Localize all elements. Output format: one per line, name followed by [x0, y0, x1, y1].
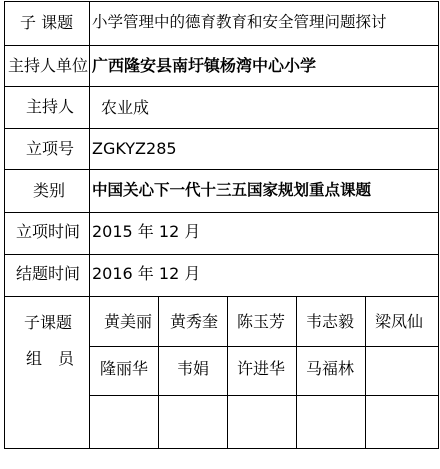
category-value: 中国关心下一代十三五国家规划重点课题 — [92, 181, 372, 199]
end-date-value: 2016 年 12 月 — [92, 264, 201, 283]
table-border-right — [438, 1, 439, 449]
member-column-divider — [227, 296, 228, 449]
project-number-value: ZGKYZ285 — [92, 139, 177, 158]
row-label-category: 类别 — [33, 181, 66, 200]
member-name: 韦志毅 — [306, 312, 355, 331]
host-value: 农业成 — [101, 98, 150, 117]
row-divider — [4, 86, 439, 87]
member-name: 许进华 — [237, 359, 286, 378]
row-divider — [4, 128, 439, 129]
table-border-bottom — [4, 448, 439, 449]
row-divider — [4, 254, 439, 255]
row-label-end-date: 结题时间 — [16, 264, 81, 283]
row-label-members-line2: 组 员 — [26, 349, 75, 368]
row-divider — [4, 169, 439, 170]
row-divider — [4, 296, 439, 297]
host-unit-value: 广西隆安县南圩镇杨湾中心小学 — [92, 56, 317, 75]
row-label-host: 主持人 — [26, 97, 75, 116]
member-column-divider — [296, 296, 297, 449]
member-name: 韦娟 — [177, 359, 210, 378]
member-name: 陈玉芳 — [237, 312, 286, 331]
member-name: 隆丽华 — [100, 359, 149, 378]
table-border-top — [4, 1, 439, 2]
row-divider — [4, 212, 439, 213]
row-label-start-date: 立项时间 — [16, 222, 81, 241]
member-column-divider — [158, 296, 159, 449]
member-name: 梁凤仙 — [375, 312, 424, 331]
member-name: 马福林 — [306, 359, 355, 378]
subtopic-value: 小学管理中的德育教育和安全管理问题探讨 — [92, 13, 387, 31]
member-row-divider — [89, 346, 439, 347]
project-info-table — [4, 1, 439, 469]
member-row-divider — [89, 395, 439, 396]
row-label-project-number: 立项号 — [26, 139, 75, 158]
table-border-left — [4, 1, 5, 449]
member-name: 黄秀奎 — [170, 312, 219, 331]
row-divider — [4, 45, 439, 46]
start-date-value: 2015 年 12 月 — [92, 222, 201, 241]
member-column-divider — [365, 296, 366, 449]
row-label-subtopic: 子 课题 — [20, 13, 74, 32]
row-label-host-unit: 主持人单位 — [8, 56, 89, 75]
member-name: 黄美丽 — [104, 312, 153, 331]
row-label-members-line1: 子课题 — [24, 313, 73, 332]
label-column-divider — [89, 1, 90, 449]
